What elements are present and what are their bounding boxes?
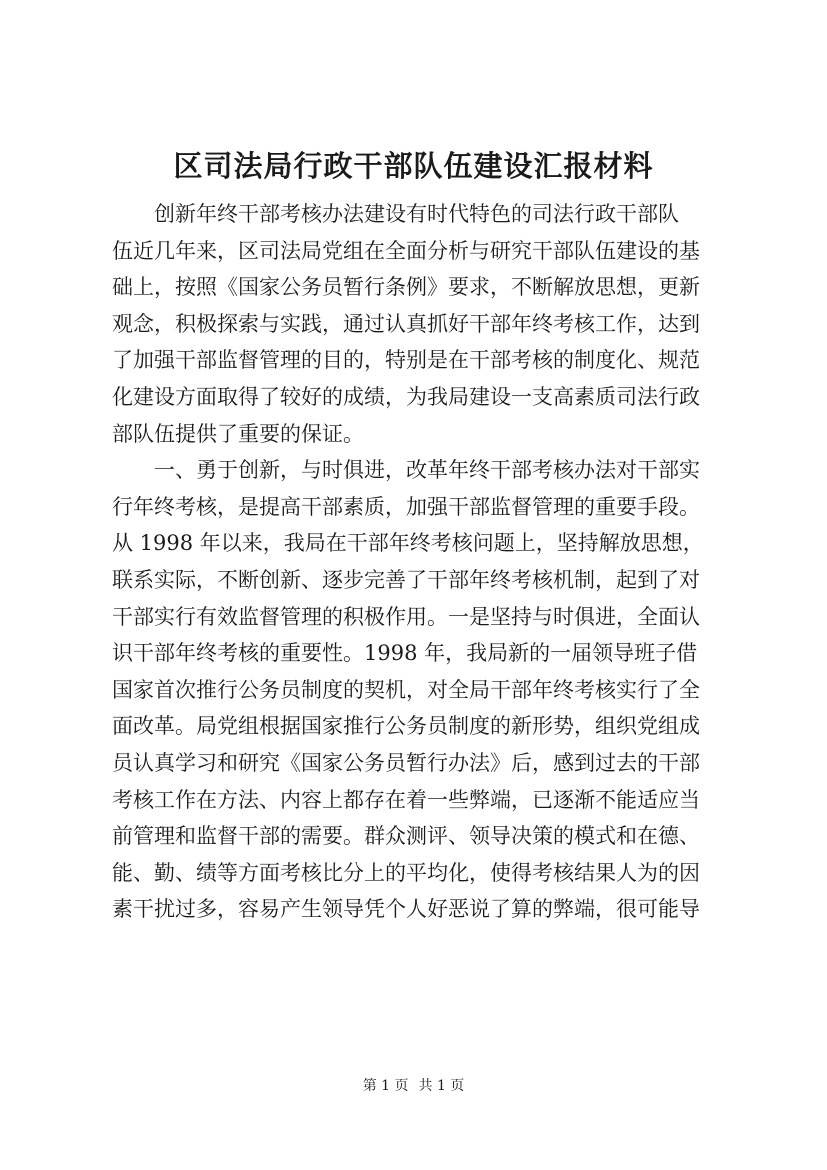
body-line: 了加强干部监督管理的目的，特别是在干部考核的制度化、规范 (112, 348, 700, 373)
body-line: 一、勇于创新，与时俱进，改革年终干部考核办法对干部实 (112, 458, 700, 483)
body-line: 伍近几年来，区司法局党组在全面分析与研究干部队伍建设的基 (112, 238, 700, 263)
document-body (112, 196, 740, 928)
body-line: 础上，按照《国家公务员暂行条例》要求，不断解放思想，更新 (112, 275, 700, 300)
body-line: 国家首次推行公务员制度的契机，对全局干部年终考核实行了全 (112, 677, 700, 702)
body-line: 创新年终干部考核办法建设有时代特色的司法行政干部队 (112, 202, 679, 226)
body-line: 前管理和监督干部的需要。群众测评、领导决策的模式和在德、 (112, 824, 700, 849)
body-line: 干部实行有效监督管理的积极作用。一是坚持与时俱进，全面认 (112, 604, 700, 629)
page-number: 第 1 页 (362, 1078, 409, 1094)
body-line: 素干扰过多，容易产生领导凭个人好恶说了算的弊端，很可能导 (112, 897, 700, 922)
body-line: 化建设方面取得了较好的成绩，为我局建设一支高素质司法行政 (112, 384, 700, 409)
body-line: 联系实际，不断创新、逐步完善了干部年终考核机制，起到了对 (112, 567, 700, 592)
document-title: 区司法局行政干部队伍建设汇报材料 (173, 149, 654, 183)
body-line: 考核工作在方法、内容上都存在着一些弊端，已逐渐不能适应当 (112, 787, 700, 812)
body-line: 观念，积极探索与实践，通过认真抓好干部年终考核工作，达到 (112, 311, 700, 336)
body-line: 行年终考核，是提高干部素质，加强干部监督管理的重要手段。 (112, 494, 700, 519)
page-footer (0, 1076, 827, 1096)
body-line: 面改革。局党组根据国家推行公务员制度的新形势，组织党组成 (112, 714, 700, 739)
body-line: 员认真学习和研究《国家公务员暂行办法》后，感到过去的干部 (112, 750, 700, 775)
body-line: 能、勤、绩等方面考核比分上的平均化，使得考核结果人为的因 (112, 860, 700, 885)
body-line: 从 1998 年以来，我局在干部年终考核问题上，坚持解放思想， (112, 531, 704, 556)
body-line: 部队伍提供了重要的保证。 (112, 421, 364, 446)
page-total: 共 1 页 (418, 1078, 465, 1094)
body-line: 识干部年终考核的重要性。1998 年，我局新的一届领导班子借 (112, 641, 698, 666)
